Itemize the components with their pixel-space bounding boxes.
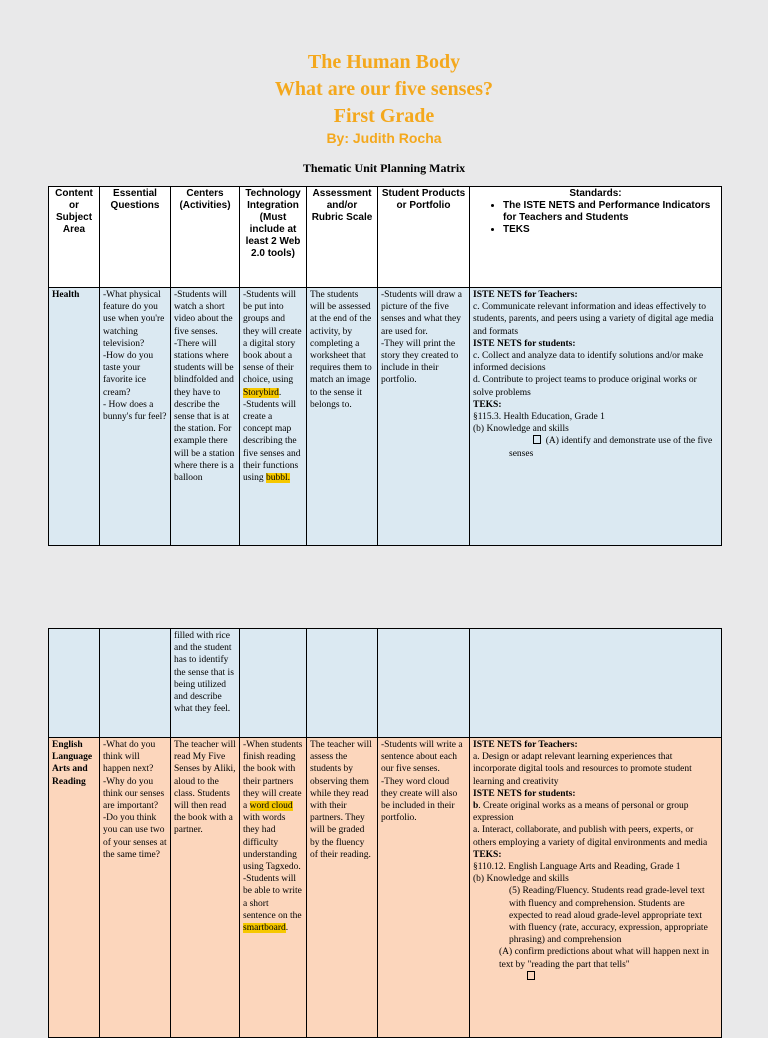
table-row-continued	[49, 629, 722, 738]
ela-tech-text-c: .	[285, 923, 289, 934]
ela-std-students-b: . Create original works as a means of personal or group expression	[473, 801, 689, 824]
col-header-technology: Technology Integration (Must include at least 2 Web 2.0 tools)	[240, 187, 307, 288]
ela-std-heading-teachers: ISTE NETS for Teachers:	[473, 740, 578, 750]
health-products: -Students will draw a picture of the five senses and what they are used for. -They will print the story they created to include in their portfolio.	[378, 288, 470, 546]
health-centers: -Students will watch a short video about the five senses. -There will stations where students will be blindfolded and they have to describe the sense that is at the station. For example there will be a station where there is a balloon	[171, 288, 240, 546]
continued-centers: filled with rice and the student has to identify the sense that is being utilized and describe what they feel.	[171, 629, 240, 738]
continued-standards	[470, 629, 722, 738]
header-row	[49, 187, 722, 288]
table-row-ela	[49, 738, 722, 1038]
continued-assessment	[307, 629, 378, 738]
author-line: By: Judith Rocha	[326, 130, 442, 146]
standards-bullet-iste: • The ISTE NETS and Performance Indicators for Teachers and Students	[503, 200, 718, 224]
health-standards	[470, 288, 722, 546]
ela-std-students-a: a. Interact, collaborate, and publish with peers, experts, or others employing a variety of digital environments and media	[473, 825, 708, 848]
ela-products: -Students will write a sentence about each our five senses. -They word cloud they create will also be included in their portfolio.	[378, 738, 470, 1038]
ela-teks-code: §110.12. English Language Arts and Reading, Grade 1	[473, 862, 681, 873]
word-cloud-link[interactable]: word cloud	[249, 801, 293, 812]
ela-tech-text-b: with words they had difficulty understanding using Tagxedo. -Students will be able to write a short sentence on the	[243, 813, 302, 921]
col-header-questions: Essential Questions	[100, 187, 171, 288]
ela-std-heading-teks: TEKS:	[473, 849, 502, 860]
subject-ela: English Language Arts and Reading	[49, 738, 100, 1038]
health-questions: -What physical feature do you use when you're watching television? -How do you taste your favorite ice cream? - How does a bunny's fur feel?	[100, 288, 171, 546]
subject-health: Health	[49, 288, 100, 546]
checkbox-icon	[527, 971, 535, 980]
document-subtitle: What are our five senses?	[274, 78, 494, 100]
ela-std-teachers-a: a. Design or adapt relevant learning experiences that incorporate digital tools and resources to promote student learning and creativity	[473, 752, 692, 787]
ela-tech-text-a: -When students finish reading the book with their partners they will create a	[243, 740, 303, 812]
health-std-students-c: c. Collect and analyze data to identify solutions and/or make informed decisions	[473, 351, 704, 374]
ela-questions: -What do you think will happen next? -Why do you think our senses are important? -Do you think you can use two of your senses at the same time?	[100, 738, 171, 1038]
ela-std-students-b-letter: b	[473, 801, 479, 812]
ela-std-heading-students: ISTE NETS for students:	[473, 788, 576, 799]
health-assessment: The students will be assessed at the end of the activity, by completing a worksheet that requires them to match an image to the sense it belongs to.	[307, 288, 378, 546]
health-teks-code: §115.3. Health Education, Grade 1	[473, 412, 605, 423]
ela-teks-reading-fluency: (5) Reading/Fluency. Students read grade-level text with fluency and comprehension. Students are expected to read aloud grade-level appropriate text with fluency (rate, accuracy, expression, appropriate phrasing) and comprehension	[509, 886, 708, 946]
document-title: The Human Body	[307, 51, 461, 73]
ela-assessment: The teacher will assess the students by observing them while they read with their partners. They will be graded by the fluency of their reading.	[307, 738, 378, 1038]
health-std-heading-teks: TEKS:	[473, 399, 502, 410]
health-teks-knowledge: (b) Knowledge and skills	[473, 424, 569, 435]
col-header-centers: Centers (Activities)	[171, 187, 240, 288]
continued-questions	[100, 629, 171, 738]
health-tech-text-a: -Students will be put into groups and they will create a digital story book about a sense of their choice, using	[243, 290, 302, 386]
health-tech-text-b: . -Students will create a concept map describing the five senses and their functions using	[243, 387, 301, 484]
continued-technology	[240, 629, 307, 738]
continued-subject	[49, 629, 100, 738]
ela-technology	[240, 738, 307, 1038]
smartboard-link[interactable]: smartboard	[243, 923, 286, 934]
planning-matrix-page1	[48, 186, 722, 546]
standards-title: Standards:	[569, 188, 622, 199]
health-teks-item-a: (A) identify and demonstrate use of the five senses	[509, 436, 713, 459]
table-row-health	[49, 288, 722, 546]
health-std-heading-teachers: ISTE NETS for Teachers:	[473, 290, 578, 300]
health-std-heading-students: ISTE NETS for students:	[473, 338, 576, 349]
standards-bullet-teks: • TEKS	[503, 224, 718, 236]
col-header-standards	[470, 187, 722, 288]
planning-matrix-page2	[48, 628, 722, 1038]
health-technology	[240, 288, 307, 546]
col-header-subject: Content or Subject Area	[49, 187, 100, 288]
ela-standards	[470, 738, 722, 1038]
health-std-teachers-c: c. Communicate relevant information and ideas effectively to students, parents, and peers using a variety of digital age media and formats	[473, 302, 714, 337]
bubbl-link[interactable]: bubbl.	[265, 473, 290, 484]
ela-teks-knowledge: (b) Knowledge and skills	[473, 874, 569, 885]
matrix-title: Thematic Unit Planning Matrix	[302, 161, 466, 175]
ela-centers: The teacher will read My Five Senses by Aliki, aloud to the class. Students will then read the book with a partner.	[171, 738, 240, 1038]
checkbox-icon	[533, 435, 541, 444]
storybird-link[interactable]: Storybird	[243, 387, 279, 398]
continued-products	[378, 629, 470, 738]
ela-teks-item-a: (A) confirm predictions about what will happen next in text by "reading the part that tells"	[499, 947, 710, 970]
col-header-products: Student Products or Portfolio	[378, 187, 470, 288]
grade-level: First Grade	[333, 105, 435, 127]
col-header-assessment: Assessment and/or Rubric Scale	[307, 187, 378, 288]
health-std-students-d: d. Contribute to project teams to produce original works or solve problems	[473, 375, 697, 398]
